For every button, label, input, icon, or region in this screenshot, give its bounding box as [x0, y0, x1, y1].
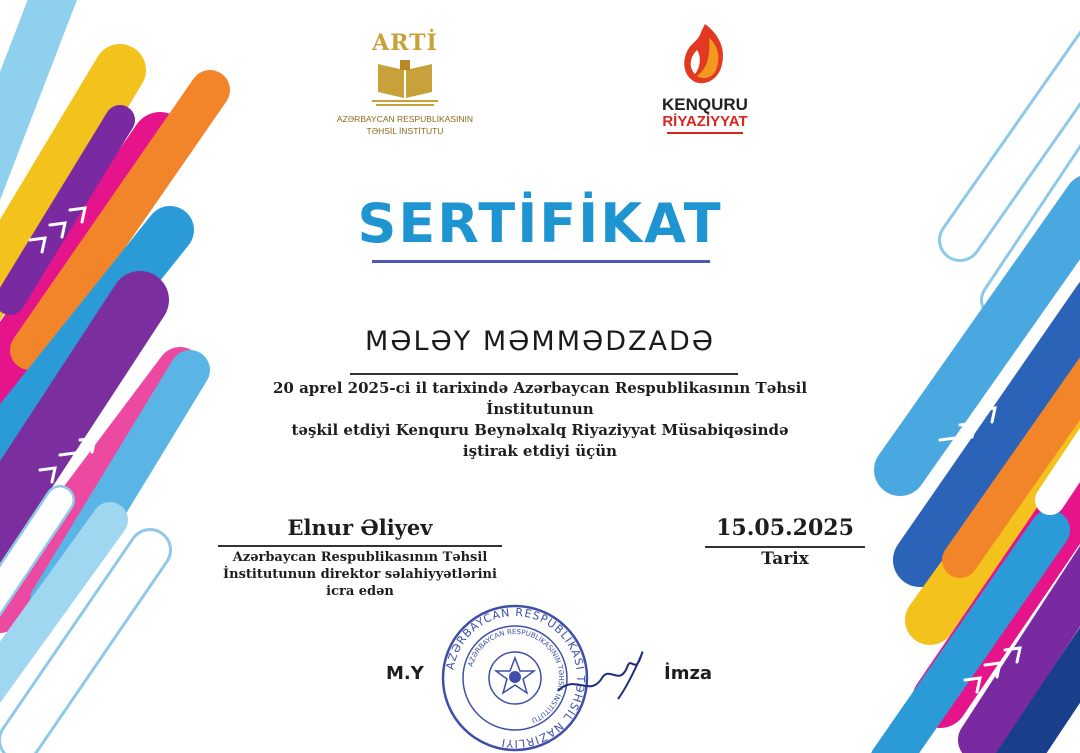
- date-underline: [705, 546, 865, 548]
- description-line: İnstitutunun: [486, 400, 594, 418]
- recipient-underline: [350, 373, 738, 375]
- seal-outer-text: AZƏRBAYCAN RESPUBLİKASI TƏHSİL NAZİRLİYİ: [443, 605, 588, 751]
- book-icon: [370, 56, 440, 108]
- signatory-title-line: İnstitutunun direktor səlahiyyətlərini: [223, 567, 497, 582]
- signatory-title-line: Azərbaycan Respublikasının Təhsil: [232, 550, 488, 565]
- arti-logo: [335, 30, 475, 145]
- kenquru-logo-sub: RİYAZİYYAT: [662, 113, 748, 130]
- recipient-name: MƏLƏY MƏMMƏDZADƏ: [364, 326, 716, 357]
- kenquru-logo-word: KENQURU: [662, 95, 748, 114]
- signature-label: İmza: [664, 663, 713, 684]
- description-line: təşkil etdiyi Kenquru Beynəlxalq Riyaziyyat Müsabiqəsində: [291, 421, 789, 439]
- description-line: 20 aprel 2025-ci il tarixində Azərbaycan Respublikasının Təhsil: [272, 379, 808, 397]
- kangaroo-icon: [675, 20, 735, 92]
- title-underline: [372, 260, 710, 263]
- arti-logo-line1: AZƏRBAYCAN RESPUBLİKASININ: [336, 114, 474, 124]
- date-value: 15.05.2025: [716, 515, 854, 541]
- certificate-description: [250, 378, 830, 462]
- certificate-title: SERTİFİKAT: [357, 192, 723, 255]
- signatory-title: [200, 549, 520, 600]
- description-line: iştirak etdiyi üçün: [462, 442, 618, 460]
- date-label: Tarix: [761, 549, 809, 569]
- signatory-underline: [218, 545, 502, 547]
- arti-logo-word: ARTİ: [372, 30, 438, 56]
- signatory-title-line: icra edən: [326, 584, 394, 599]
- emblem-icon: [489, 652, 541, 704]
- arti-logo-line2: TƏHSİL İNSTİTUTU: [366, 126, 444, 136]
- kenquru-logo: [655, 20, 755, 145]
- official-seal: [440, 603, 670, 753]
- signatory-name: Elnur Əliyev: [287, 515, 433, 540]
- kenquru-underline: [667, 132, 743, 134]
- seal-inner-text: AZƏRBAYCAN RESPUBLİKASININ TƏHSİL İNSTİTUTU: [466, 627, 566, 725]
- stamp-label: M.Y: [386, 663, 424, 684]
